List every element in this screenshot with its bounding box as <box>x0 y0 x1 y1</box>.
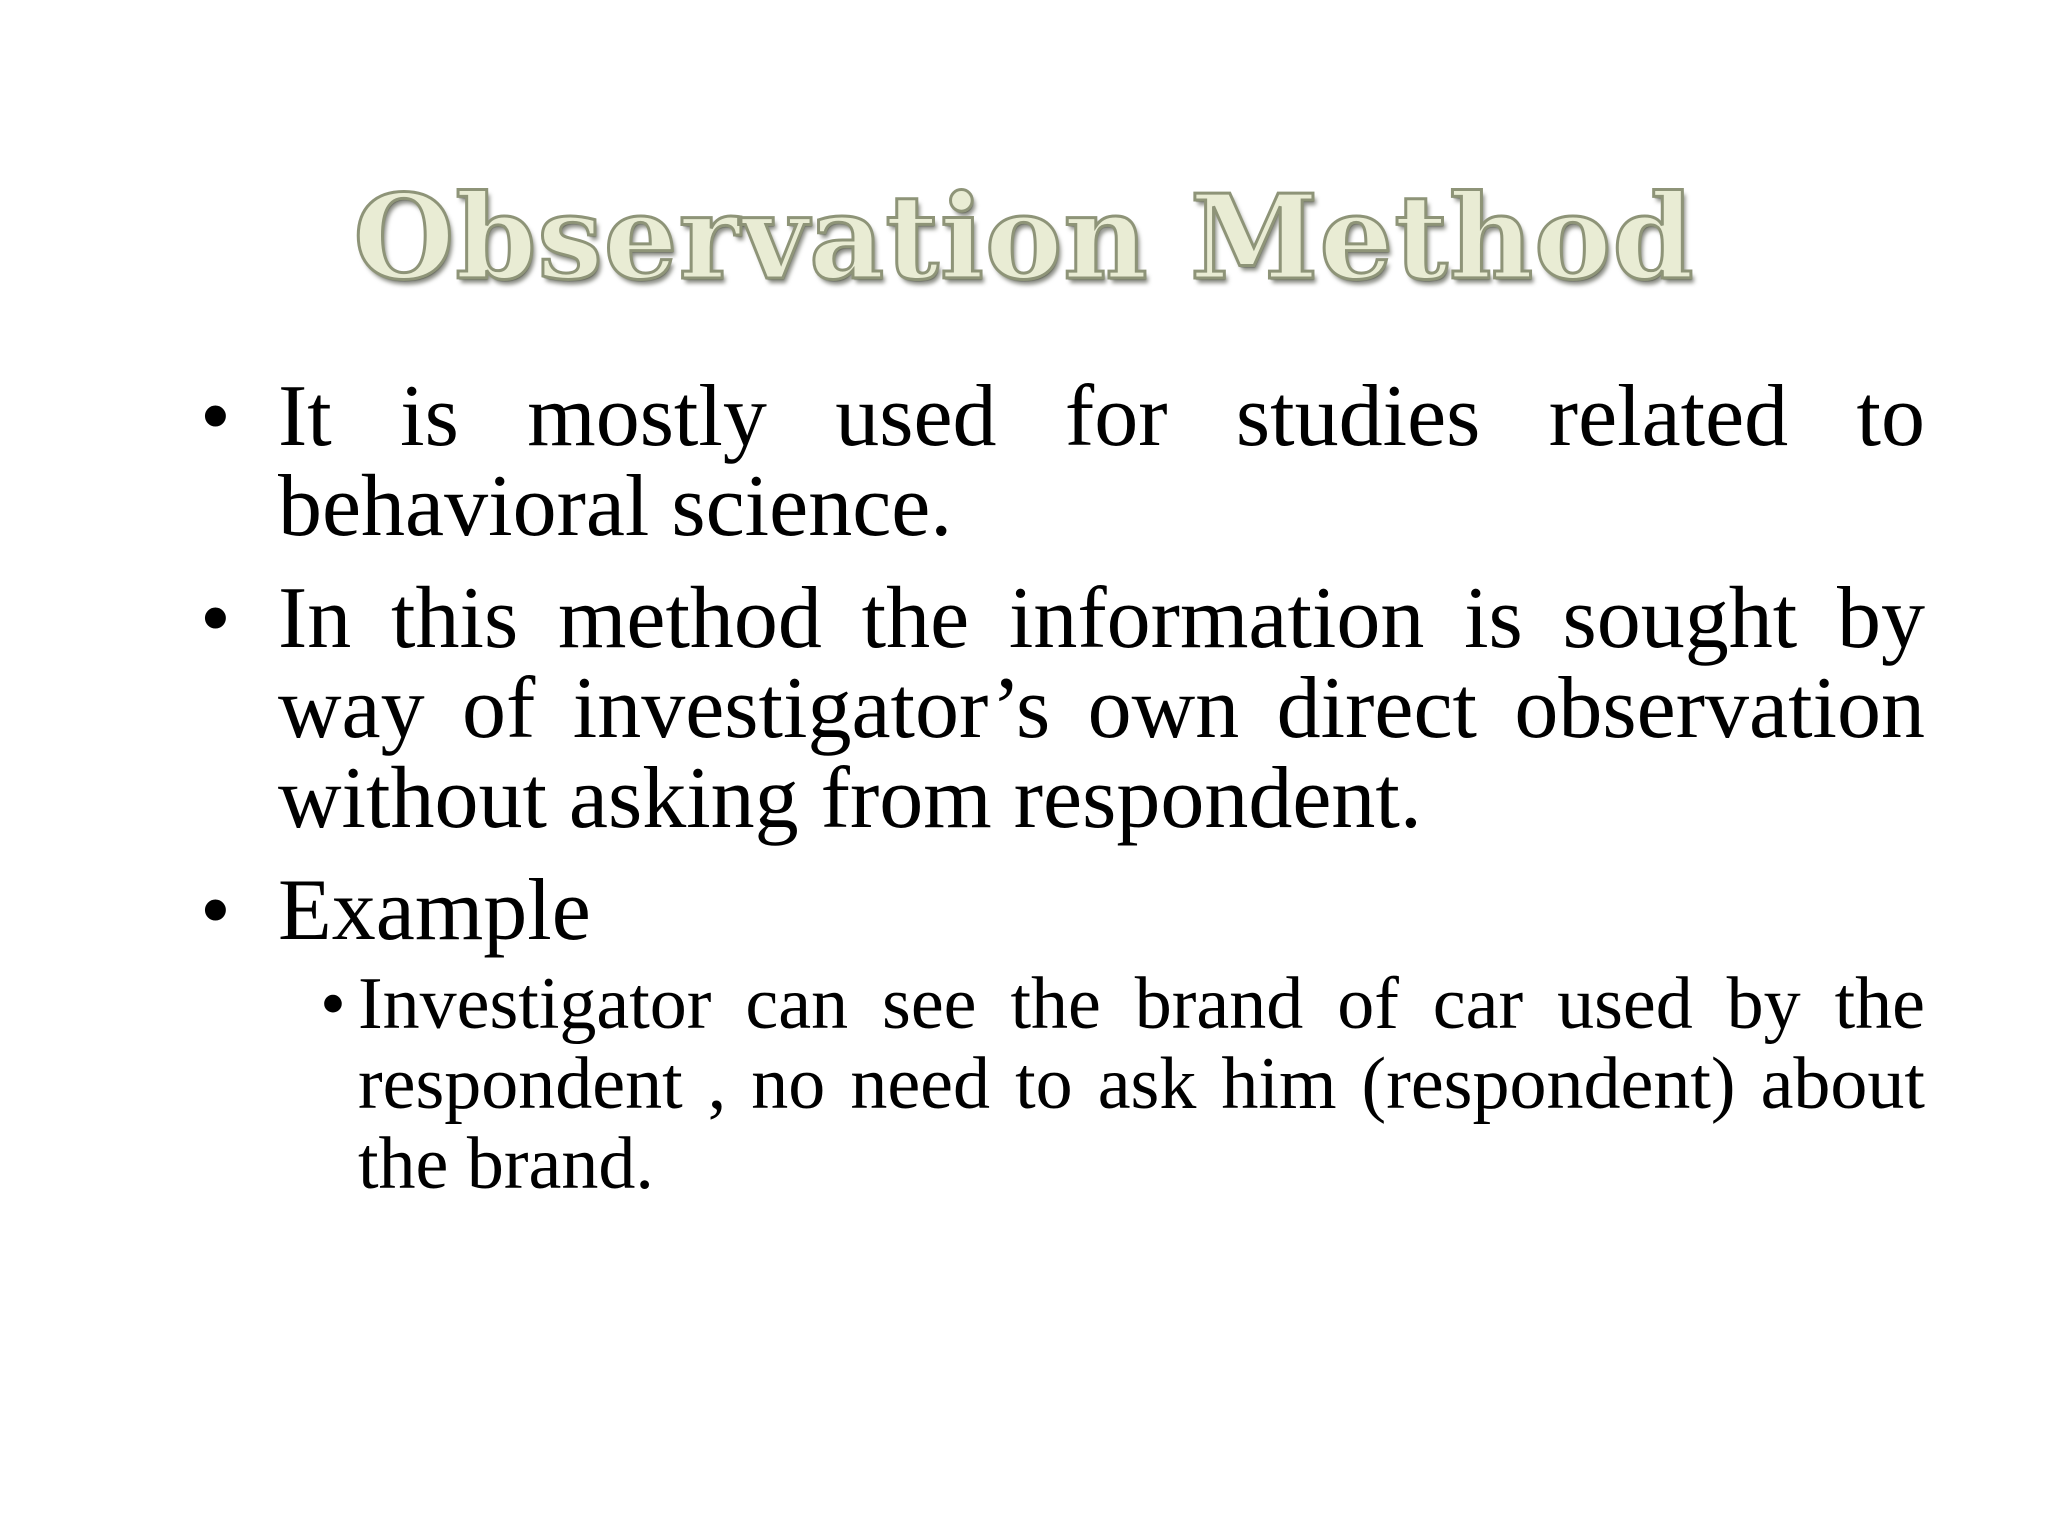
sub-bullet-text: Investigator can see the brand of car used by the respondent , no need to ask him (respondent) about the brand. <box>358 963 1925 1205</box>
bullet-dot-icon: • <box>200 862 231 959</box>
sub-bullet-item <box>320 964 1925 1204</box>
bullet-dot-icon: • <box>200 368 231 465</box>
bullet-item <box>200 862 1925 959</box>
bullet-dot-icon: • <box>200 570 231 667</box>
slide-title: Observation Method <box>353 170 1695 306</box>
bullet-text: In this method the information is sought by way of investigator’s own direct observation without asking from respondent. <box>278 570 1925 847</box>
bullet-item <box>200 368 1925 555</box>
bullet-list <box>200 368 1925 1205</box>
sub-bullet-dot-icon: • <box>320 963 346 1045</box>
bullet-item <box>200 570 1925 847</box>
bullet-text: Example <box>278 862 591 959</box>
bullet-text: It is mostly used for studies related to behavioral science. <box>278 368 1925 555</box>
